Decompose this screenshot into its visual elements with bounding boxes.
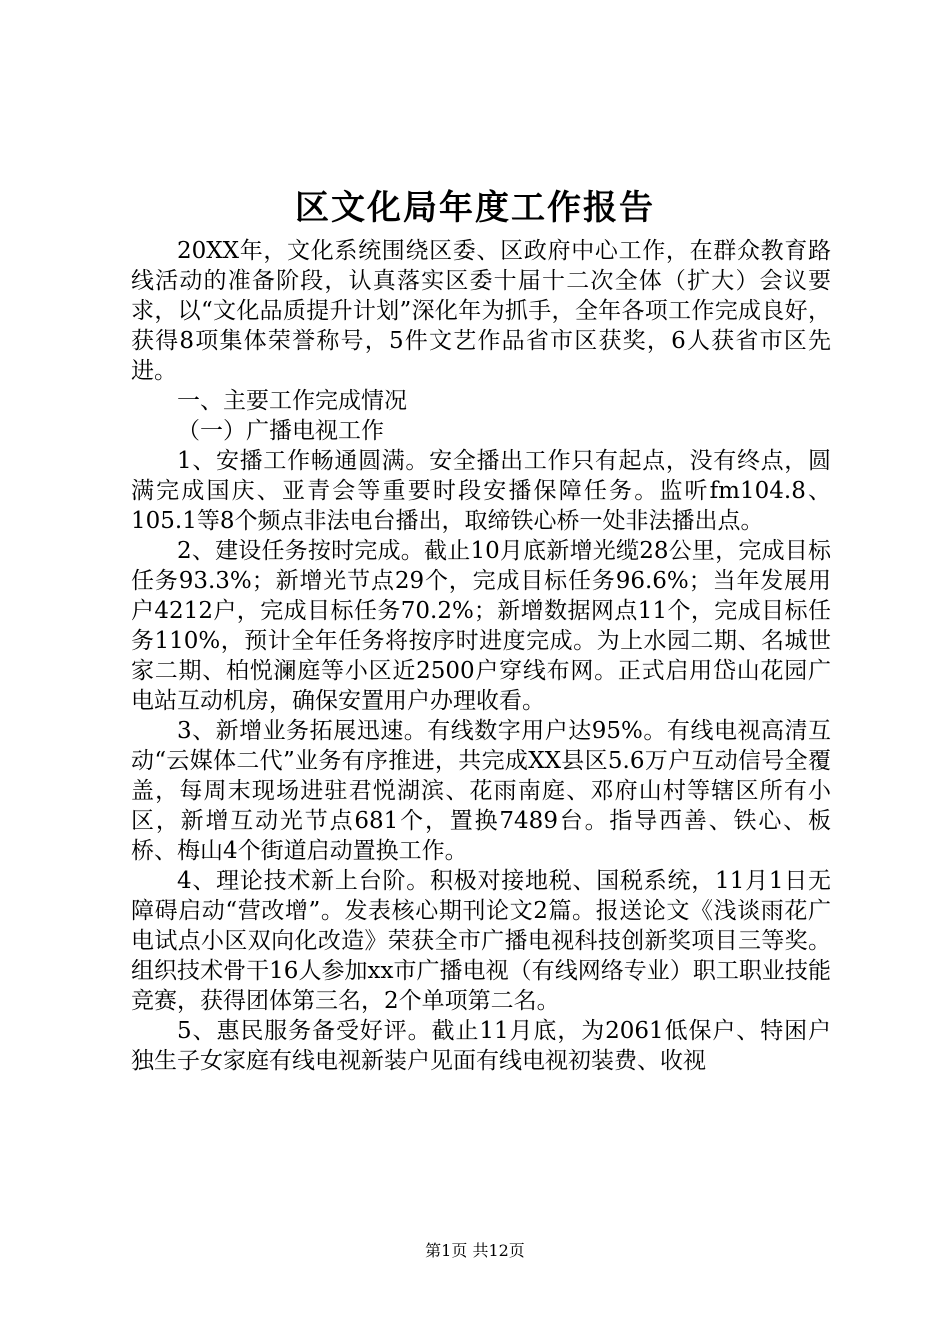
page-number-footer: 第1页 共12页 (425, 1241, 525, 1260)
paragraph-item-4: 4、理论技术新上台阶。积极对接地税、国税系统，11月1日无障碍启动“营改增”。发表核心期刊论文2篇。报送论文《浅谈雨花广电试点小区双向化改造》荣获全市广播电视科技创新奖项目三等奖。组织技术骨干16人参加xx市广播电视（有线网络专业）职工职业技能竞赛，获得团体第三名，2个单项第二名。 (131, 868, 831, 1014)
paragraph-item-5: 5、惠民服务备受好评。截止11月底，为2061低保户、特困户独生子女家庭有线电视新装户见面有线电视初装费、收视 (131, 1018, 831, 1074)
subsection-heading: （一）广播电视工作 (177, 418, 384, 444)
paragraph-item-2: 2、建设任务按时完成。截止10月底新增光缆28公里，完成目标任务93.3%；新增光节点29个，完成目标任务96.6%；当年发展用户4212户，完成目标任务70.2%；新增数据网点11个，完成目标任务110%，预计全年任务将按序时进度完成。为上水园二期、名城世家二期、柏悦澜庭等小区近2500户穿线布网。正式启用岱山花园广电站互动机房，确保安置用户办理收看。 (131, 538, 831, 714)
paragraph-item-1: 1、安播工作畅通圆满。安全播出工作只有起点，没有终点，圆满完成国庆、亚青会等重要时段安播保障任务。监听fm104.8、105.1等8个频点非法电台播出，取缔铁心桥一处非法播出点。 (131, 448, 831, 534)
paragraph-item-3: 3、新增业务拓展迅速。有线数字用户达95%。有线电视高清互动“云媒体二代”业务有序推进，共完成XX县区5.6万户互动信号全覆盖，每周末现场进驻君悦湖滨、花雨南庭、邓府山村等辖区所有小区，新增互动光节点681个，置换7489台。指导西善、铁心、板桥、梅山4个街道启动置换工作。 (131, 718, 831, 864)
section-heading: 一、主要工作完成情况 (177, 388, 407, 414)
intro-paragraph: 20XX年，文化系统围绕区委、区政府中心工作，在群众教育路线活动的准备阶段，认真落实区委十届十二次全体（扩大）会议要求，以“文化品质提升计划”深化年为抓手，全年各项工作完成良好，获得8项集体荣誉称号，5件文艺作品省市区获奖，6人获省市区先进。 (131, 238, 831, 384)
document-body (131, 236, 831, 1076)
document-title: 区文化局年度工作报告 (295, 188, 655, 228)
